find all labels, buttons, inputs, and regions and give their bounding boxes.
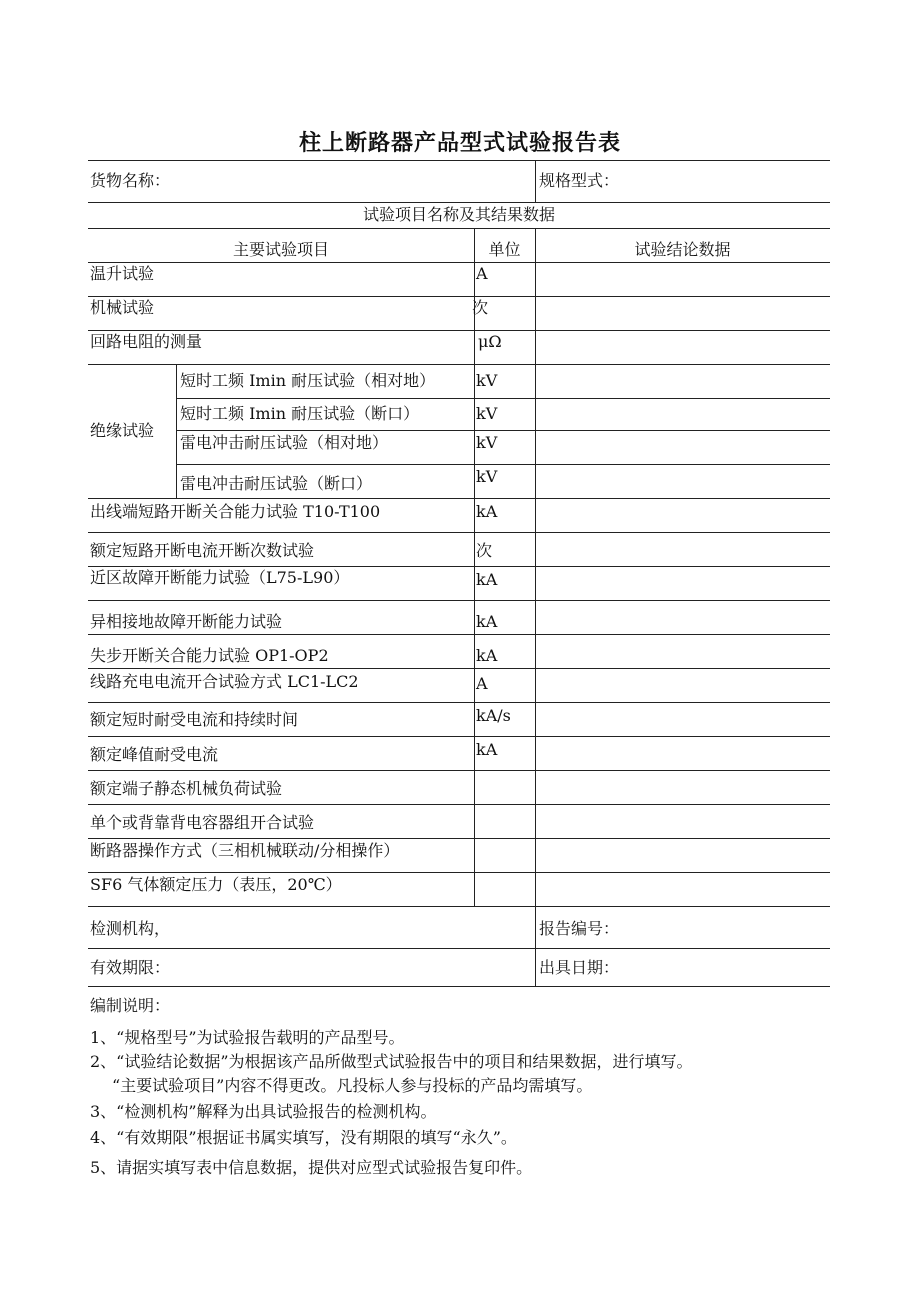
test-item: 额定短路开断电流开断次数试验 bbox=[90, 541, 315, 560]
table-border bbox=[88, 202, 830, 203]
test-item: SF6 气体额定压力（表压，20℃） bbox=[90, 875, 342, 894]
test-unit: kV bbox=[476, 467, 498, 486]
test-item: 温升试验 bbox=[90, 264, 155, 283]
table-border bbox=[176, 364, 177, 498]
table-border bbox=[88, 600, 830, 601]
table-border bbox=[88, 634, 830, 635]
instruction-line: 4、“有效期限”根据证书属实填写，没有期限的填写“永久”。 bbox=[90, 1128, 517, 1147]
table-border bbox=[88, 228, 830, 229]
instruction-line: 1、“规格型号”为试验报告载明的产品型号。 bbox=[90, 1028, 405, 1047]
table-border bbox=[474, 228, 475, 906]
test-item: 近区故障开断能力试验（L75-L90） bbox=[90, 568, 350, 587]
model-label: 规格型式： bbox=[539, 171, 620, 190]
test-unit: A bbox=[476, 264, 488, 283]
instruction-line: “主要试验项目”内容不得更改。凡投标人参与投标的产品均需填写。 bbox=[112, 1076, 593, 1095]
test-item: 断路器操作方式（三相机械联动/分相操作） bbox=[90, 841, 400, 860]
test-item: 短时工频 Imin 耐压试验（断口） bbox=[180, 404, 420, 423]
table-border bbox=[88, 736, 830, 737]
table-border bbox=[88, 498, 830, 499]
goods-name-label: 货物名称： bbox=[90, 171, 171, 190]
test-item: 额定短时耐受电流和持续时间 bbox=[90, 710, 299, 729]
table-border bbox=[176, 398, 830, 399]
table-border bbox=[88, 872, 830, 873]
test-item: 短时工频 Imin 耐压试验（相对地） bbox=[180, 371, 436, 390]
table-border bbox=[88, 296, 830, 297]
test-item: 额定端子静态机械负荷试验 bbox=[90, 779, 283, 798]
validity-period-label: 有效期限： bbox=[90, 958, 171, 977]
table-border bbox=[88, 668, 830, 669]
test-unit: kA/s bbox=[476, 706, 511, 725]
table-border bbox=[535, 228, 536, 906]
instruction-line: 5、请据实填写表中信息数据，提供对应型式试验报告复印件。 bbox=[90, 1158, 533, 1177]
page-title: 柱上断路器产品型式试验报告表 bbox=[298, 131, 621, 156]
test-unit: kA bbox=[476, 646, 498, 665]
table-border bbox=[88, 804, 830, 805]
column-header-result: 试验结论数据 bbox=[634, 240, 731, 259]
table-border bbox=[176, 430, 830, 431]
insulation-group-label: 绝缘试验 bbox=[90, 421, 155, 440]
section-title: 试验项目名称及其结果数据 bbox=[362, 205, 555, 224]
table-border bbox=[88, 330, 830, 331]
test-unit: kV bbox=[476, 404, 498, 423]
test-item: 线路充电电流开合试验方式 LC1-LC2 bbox=[90, 672, 359, 691]
table-border bbox=[176, 464, 830, 465]
test-unit: 次 bbox=[476, 541, 493, 560]
table-border bbox=[88, 948, 830, 949]
test-unit: kA bbox=[476, 570, 498, 589]
test-unit: kA bbox=[476, 612, 498, 631]
table-border bbox=[88, 532, 830, 533]
table-border bbox=[88, 906, 830, 907]
instruction-line: 3、“检测机构”解释为出具试验报告的检测机构。 bbox=[90, 1102, 437, 1121]
table-border bbox=[88, 986, 830, 987]
issue-date-label: 出具日期： bbox=[539, 958, 620, 977]
table-border bbox=[88, 160, 830, 161]
instruction-line: 2、“试验结论数据”为根据该产品所做型式试验报告中的项目和结果数据，进行填写。 bbox=[90, 1052, 693, 1071]
test-item: 雷电冲击耐压试验（相对地） bbox=[180, 433, 389, 452]
table-border bbox=[535, 906, 536, 986]
test-unit: kV bbox=[476, 433, 498, 452]
test-item: 回路电阻的测量 bbox=[90, 332, 203, 351]
test-item: 单个或背靠背电容器组开合试验 bbox=[90, 813, 315, 832]
table-border bbox=[88, 838, 830, 839]
test-item: 机械试验 bbox=[90, 298, 155, 317]
test-unit: kV bbox=[476, 371, 498, 390]
table-border bbox=[535, 160, 536, 202]
test-item: 雷电冲击耐压试验（断口） bbox=[180, 474, 373, 493]
test-unit: kA bbox=[476, 740, 498, 759]
table-border bbox=[88, 566, 830, 567]
testing-agency-label: 检测机构， bbox=[90, 919, 171, 938]
instructions-heading: 编制说明： bbox=[90, 996, 171, 1015]
table-border bbox=[88, 262, 830, 263]
column-header-unit: 单位 bbox=[488, 240, 521, 259]
table-border bbox=[88, 770, 830, 771]
test-item: 失步开断关合能力试验 OP1-OP2 bbox=[90, 646, 329, 665]
test-unit: kA bbox=[476, 502, 498, 521]
table-border bbox=[88, 364, 830, 365]
report-number-label: 报告编号： bbox=[539, 919, 620, 938]
test-item: 额定峰值耐受电流 bbox=[90, 745, 219, 764]
test-item: 异相接地故障开断能力试验 bbox=[90, 612, 283, 631]
test-unit: 次 bbox=[472, 298, 489, 317]
test-unit: A bbox=[476, 674, 488, 693]
test-unit: μΩ bbox=[478, 332, 502, 351]
column-header-item: 主要试验项目 bbox=[232, 240, 329, 259]
table-border bbox=[88, 702, 830, 703]
test-item: 出线端短路开断关合能力试验 T10-T100 bbox=[90, 502, 381, 521]
